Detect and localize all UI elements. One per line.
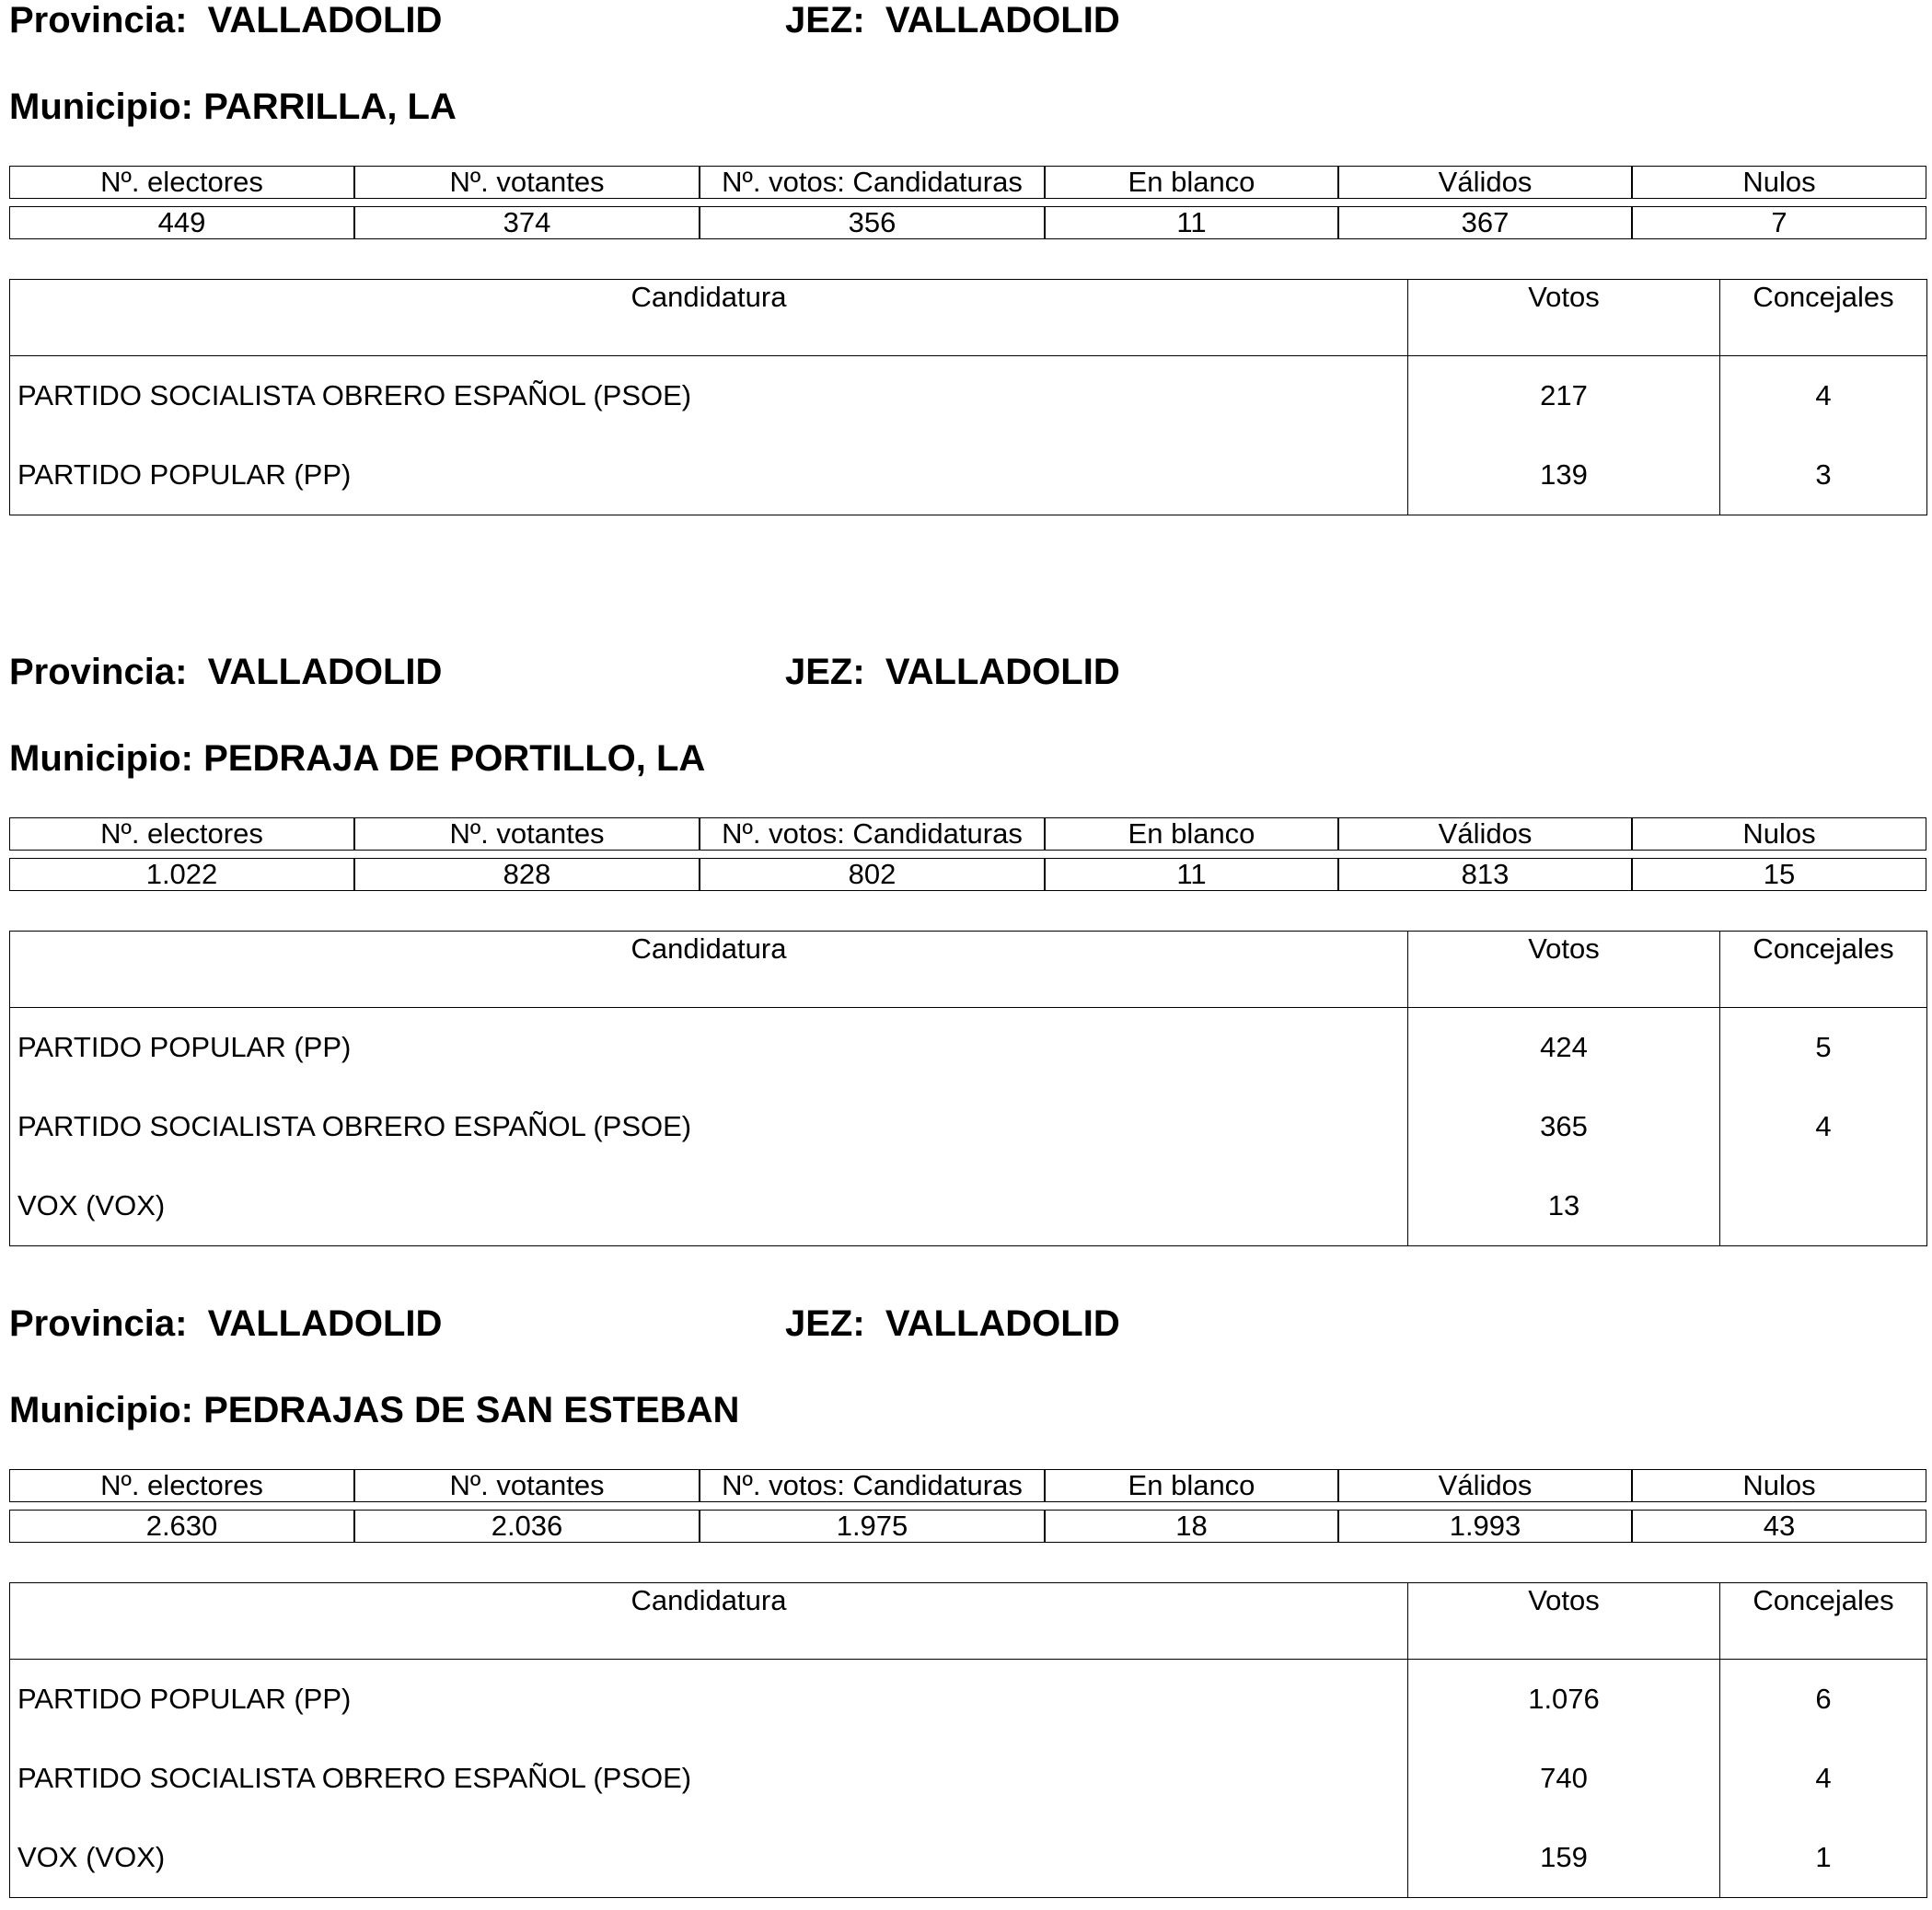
jez-value: VALLADOLID [885, 652, 1120, 692]
header-votantes: Nº. votantes [354, 1469, 700, 1502]
header-votos-candidaturas: Nº. votos: Candidaturas [700, 166, 1045, 199]
jez-value: VALLADOLID [885, 1303, 1120, 1344]
candidatura-concejales [1720, 1166, 1927, 1246]
municipio-line [9, 1390, 739, 1430]
header-votos-candidaturas: Nº. votos: Candidaturas [700, 817, 1045, 851]
header-electores: Nº. electores [9, 817, 354, 851]
value-en-blanco: 18 [1045, 1510, 1338, 1543]
candidatura-votos: 1.076 [1408, 1660, 1720, 1740]
value-electores: 1.022 [9, 858, 354, 891]
header-concejales: Concejales [1720, 1583, 1927, 1660]
candidatura-name: PARTIDO POPULAR (PP) [17, 458, 352, 491]
candidatura-votos: 217 [1408, 356, 1720, 436]
municipio-label: Municipio: [9, 1390, 193, 1430]
value-validos: 813 [1338, 858, 1632, 891]
table-row [10, 1087, 1927, 1166]
header-en-blanco: En blanco [1045, 1469, 1338, 1502]
value-en-blanco: 11 [1045, 206, 1338, 239]
header-electores: Nº. electores [9, 166, 354, 199]
provincia-label: Provincia: [9, 1303, 188, 1344]
value-votantes: 2.036 [354, 1510, 700, 1543]
header-nulos: Nulos [1632, 166, 1926, 199]
candidatura-name: VOX (VOX) [17, 1841, 166, 1873]
header-votos: Votos [1408, 1583, 1720, 1660]
provincia-line [9, 652, 442, 692]
municipio-label: Municipio: [9, 738, 193, 779]
summary-table [9, 166, 1926, 239]
candidatura-concejales: 4 [1720, 356, 1927, 436]
provincia-line [9, 0, 442, 41]
value-electores: 449 [9, 206, 354, 239]
header-candidatura: Candidatura [10, 932, 1408, 1008]
summary-table [9, 817, 1926, 891]
summary-header-row [9, 817, 1926, 851]
candidatura-concejales: 3 [1720, 435, 1927, 515]
header-en-blanco: En blanco [1045, 817, 1338, 851]
table-row [10, 1739, 1927, 1818]
provincia-value: VALLADOLID [207, 1303, 443, 1344]
candidatura-name: PARTIDO POPULAR (PP) [17, 1031, 352, 1063]
candidatura-name: VOX (VOX) [17, 1189, 166, 1221]
candidaturas-table [9, 931, 1927, 1246]
value-electores: 2.630 [9, 1510, 354, 1543]
header-candidatura: Candidatura [10, 280, 1408, 356]
candidaturas-header-row [10, 280, 1927, 356]
value-validos: 1.993 [1338, 1510, 1632, 1543]
candidaturas-table [9, 279, 1927, 515]
value-nulos: 7 [1632, 206, 1926, 239]
header-en-blanco: En blanco [1045, 166, 1338, 199]
candidatura-votos: 365 [1408, 1087, 1720, 1166]
table-row [10, 1008, 1927, 1088]
header-validos: Válidos [1338, 1469, 1632, 1502]
candidaturas-header-row [10, 1583, 1927, 1660]
table-row [10, 356, 1927, 436]
header-candidatura: Candidatura [10, 1583, 1408, 1660]
header-votos-candidaturas: Nº. votos: Candidaturas [700, 1469, 1045, 1502]
header-nulos: Nulos [1632, 1469, 1926, 1502]
jez-label: JEZ: [785, 0, 865, 41]
summary-header-row [9, 166, 1926, 199]
candidatura-votos: 740 [1408, 1739, 1720, 1818]
candidatura-concejales: 4 [1720, 1087, 1927, 1166]
value-votos-candidaturas: 802 [700, 858, 1045, 891]
municipio-line [9, 87, 457, 127]
jez-line [785, 0, 1120, 41]
candidatura-votos: 159 [1408, 1818, 1720, 1898]
header-validos: Válidos [1338, 166, 1632, 199]
header-concejales: Concejales [1720, 280, 1927, 356]
candidatura-concejales: 5 [1720, 1008, 1927, 1088]
value-en-blanco: 11 [1045, 858, 1338, 891]
candidatura-votos: 139 [1408, 435, 1720, 515]
jez-value: VALLADOLID [885, 0, 1120, 41]
candidatura-name: PARTIDO SOCIALISTA OBRERO ESPAÑOL (PSOE) [17, 1762, 692, 1794]
summary-values-row [9, 858, 1926, 891]
table-row [10, 1818, 1927, 1898]
municipio-label: Municipio: [9, 87, 193, 127]
value-nulos: 43 [1632, 1510, 1926, 1543]
header-concejales: Concejales [1720, 932, 1927, 1008]
summary-table [9, 1469, 1926, 1543]
candidatura-concejales: 6 [1720, 1660, 1927, 1740]
candidaturas-header-row [10, 932, 1927, 1008]
candidatura-concejales: 1 [1720, 1818, 1927, 1898]
provincia-label: Provincia: [9, 652, 188, 692]
provincia-value: VALLADOLID [207, 0, 443, 41]
header-votos: Votos [1408, 280, 1720, 356]
candidatura-votos: 424 [1408, 1008, 1720, 1088]
jez-label: JEZ: [785, 652, 865, 692]
table-row [10, 435, 1927, 515]
candidaturas-table [9, 1582, 1927, 1898]
candidatura-name: PARTIDO SOCIALISTA OBRERO ESPAÑOL (PSOE) [17, 379, 692, 411]
value-votos-candidaturas: 356 [700, 206, 1045, 239]
value-nulos: 15 [1632, 858, 1926, 891]
value-votantes: 828 [354, 858, 700, 891]
header-validos: Válidos [1338, 817, 1632, 851]
header-electores: Nº. electores [9, 1469, 354, 1502]
jez-line [785, 652, 1120, 692]
jez-label: JEZ: [785, 1303, 865, 1344]
municipio-line [9, 738, 705, 779]
candidatura-concejales: 4 [1720, 1739, 1927, 1818]
provincia-value: VALLADOLID [207, 652, 443, 692]
candidatura-name: PARTIDO SOCIALISTA OBRERO ESPAÑOL (PSOE) [17, 1110, 692, 1142]
municipio-value: PEDRAJA DE PORTILLO, LA [203, 738, 706, 779]
candidatura-votos: 13 [1408, 1166, 1720, 1246]
summary-header-row [9, 1469, 1926, 1502]
provincia-line [9, 1303, 442, 1344]
value-validos: 367 [1338, 206, 1632, 239]
summary-values-row [9, 206, 1926, 239]
provincia-label: Provincia: [9, 0, 188, 41]
table-row [10, 1660, 1927, 1740]
header-nulos: Nulos [1632, 817, 1926, 851]
municipio-value: PARRILLA, LA [203, 87, 457, 127]
header-votantes: Nº. votantes [354, 166, 700, 199]
municipio-value: PEDRAJAS DE SAN ESTEBAN [203, 1390, 740, 1430]
value-votantes: 374 [354, 206, 700, 239]
candidatura-name: PARTIDO POPULAR (PP) [17, 1683, 352, 1715]
jez-line [785, 1303, 1120, 1344]
summary-values-row [9, 1510, 1926, 1543]
table-row [10, 1166, 1927, 1246]
header-votos: Votos [1408, 932, 1720, 1008]
value-votos-candidaturas: 1.975 [700, 1510, 1045, 1543]
header-votantes: Nº. votantes [354, 817, 700, 851]
